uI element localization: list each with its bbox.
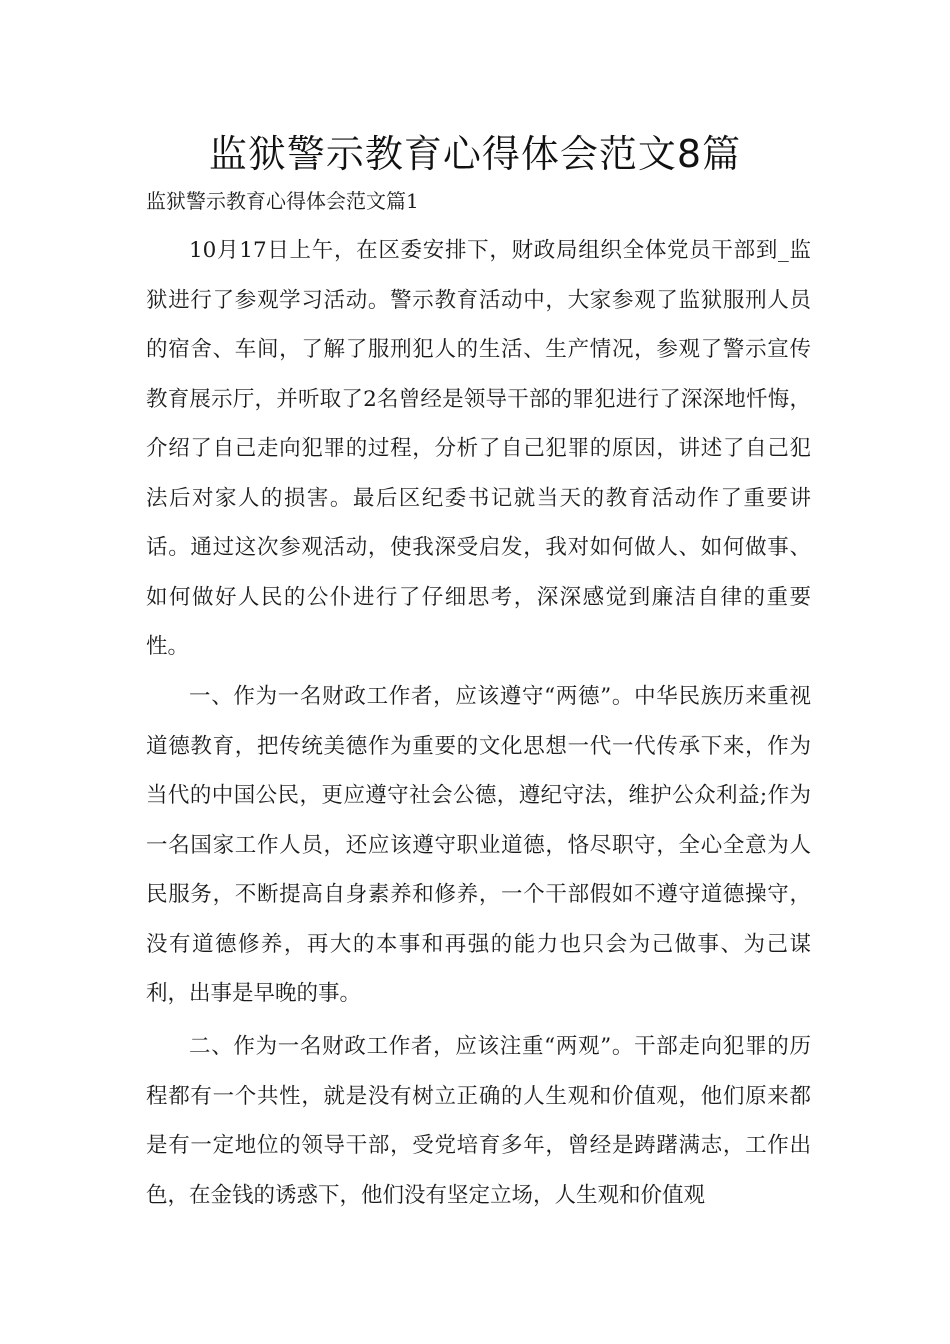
body-paragraph: 二、作为一名财政工作者，应该注重“两观”。干部走向犯罪的历程都有一个共性，就是没有树立正确的人生观和价值观，他们原来都是有一定地位的领导干部，受党培育多年，曾经是踌躇满志，工作出色，在金钱的诱惑下，他们没有坚定立场，人生观和价值观 — [146, 1034, 811, 1208]
body-paragraph: 一、作为一名财政工作者，应该遵守“两德”。中华民族历来重视道德教育，把传统美德作为重要的文化思想一代一代传承下来，作为当代的中国公民，更应遵守社会公德，遵纪守法，维护公众利益;作为一名国家工作人员，还应该遵守职业道德，恪尽职守，全心全意为人民服务，不断提高自身素养和修养，一个干部假如不遵守道德操守，没有道德修养，再大的本事和再强的能力也只会为己做事、为己谋利，出事是早晚的事。 — [146, 684, 811, 1006]
body-paragraph: 10月17日上午，在区委安排下，财政局组织全体党员干部到_监狱进行了参观学习活动。警示教育活动中，大家参观了监狱服刑人员的宿舍、车间，了解了服刑犯人的生活、生产情况，参观了警示宣传教育展示厅，并听取了2名曾经是领导干部的罪犯进行了深深地忏悔，介绍了自己走向犯罪的过程，分析了自己犯罪的原因，讲述了自己犯法后对家人的损害。最后区纪委书记就当天的教育活动作了重要讲话。通过这次参观活动，使我深受启发，我对如何做人、如何做事、如何做好人民的公仆进行了仔细思考，深深感觉到廉洁自律的重要性。 — [146, 238, 811, 659]
document-title: 监狱警示教育心得体会范文8篇 — [208, 132, 742, 176]
section-heading: 监狱警示教育心得体会范文篇1 — [146, 189, 419, 213]
